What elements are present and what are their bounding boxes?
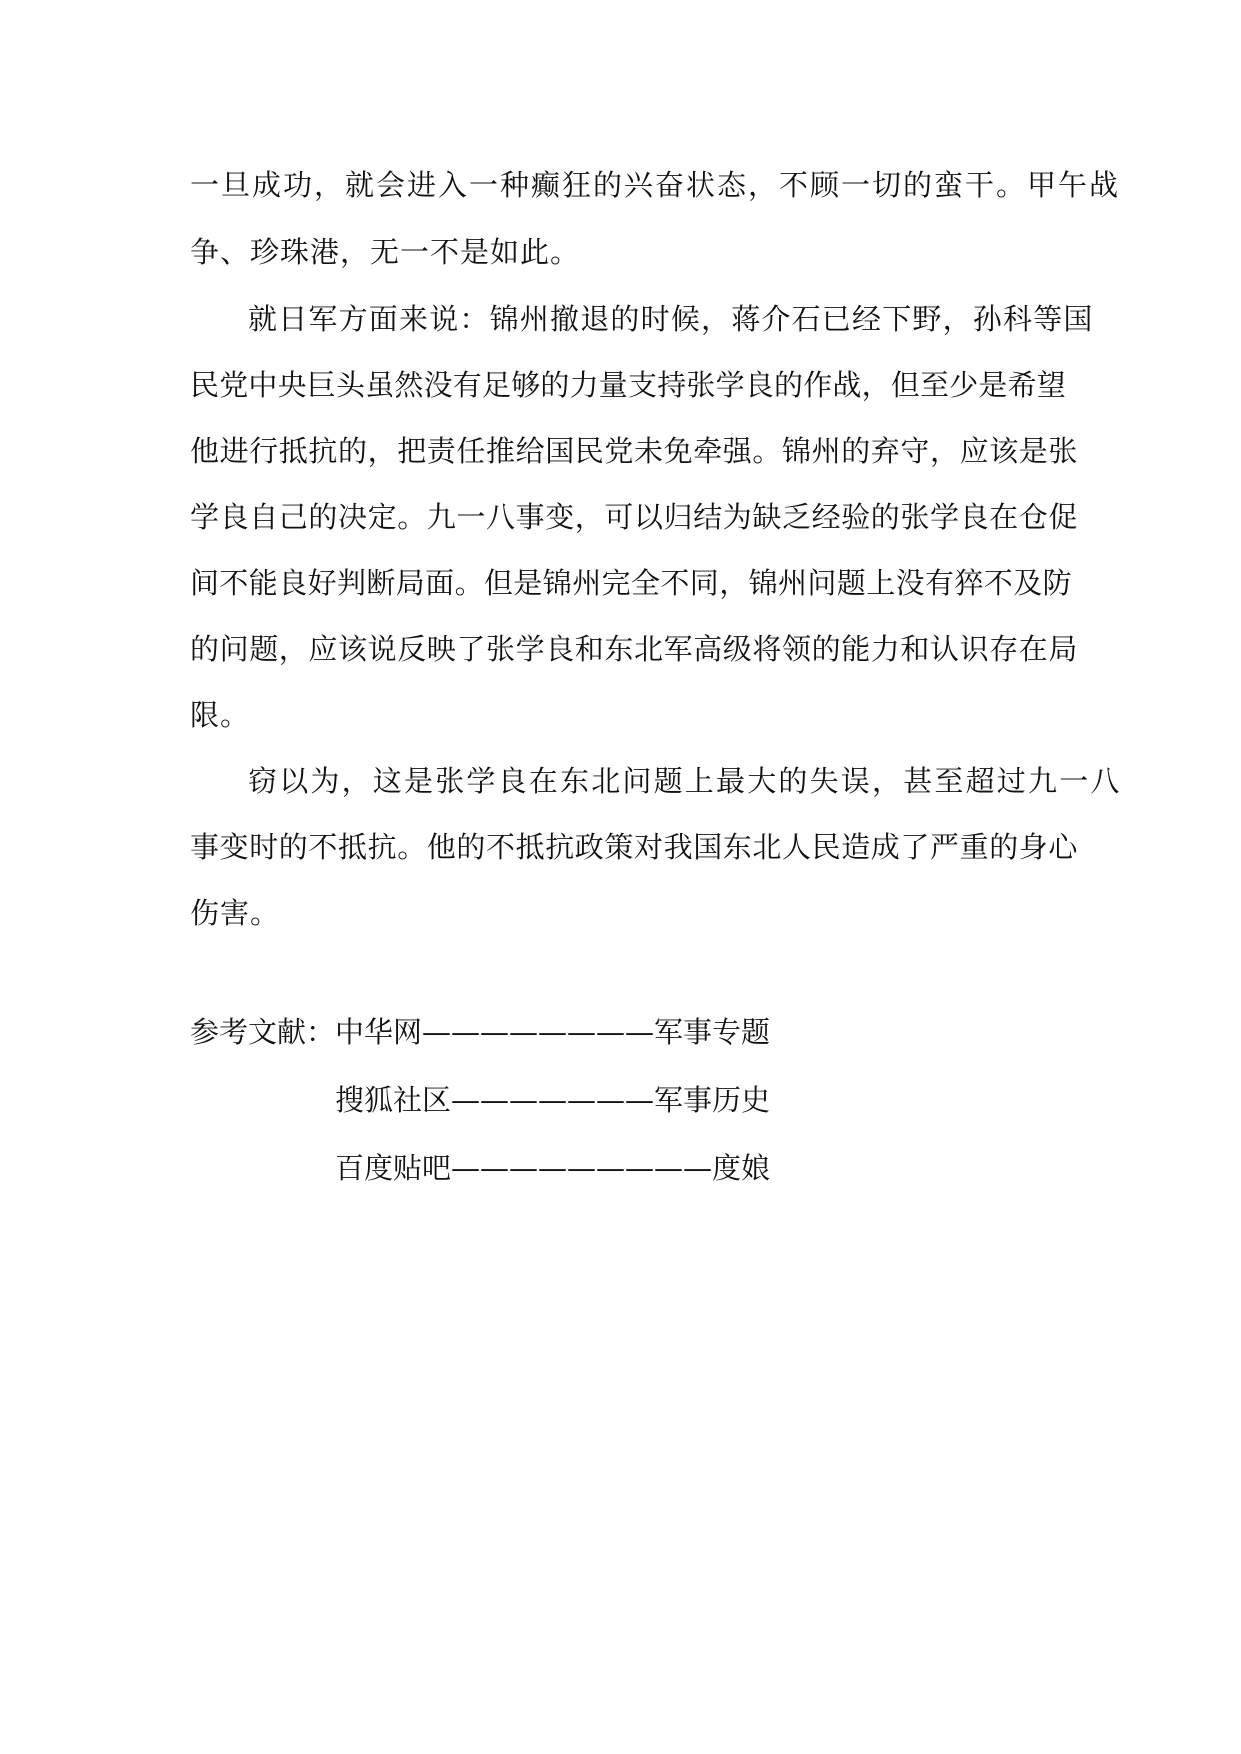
- paragraph-line: 事变时的不抵抗。他的不抵抗政策对我国东北人民造成了严重的身心: [190, 830, 1079, 864]
- paragraph-line: 民党中央巨头虽然没有足够的力量支持张学良的作战，但至少是希望: [190, 368, 1067, 402]
- reference-item: 中华网————————军事专题: [335, 1015, 771, 1049]
- paragraph-line: 一旦成功，就会进入一种癫狂的兴奋状态，不顾一切的蛮干。甲午战: [190, 168, 1121, 202]
- paragraph-line: 的问题，应该说反映了张学良和东北军高级将领的能力和认识存在局: [190, 632, 1079, 666]
- paragraph-line: 间不能良好判断局面。但是锦州完全不同，锦州问题上没有猝不及防: [190, 566, 1073, 600]
- paragraph-line: 争、珍珠港，无一不是如此。: [190, 235, 581, 269]
- paragraph-line: 窃以为，这是张学良在东北问题上最大的失误，甚至超过九一八: [248, 764, 1122, 798]
- paragraph-line: 限。: [190, 698, 251, 732]
- paragraph-line: 就日军方面来说：锦州撤退的时候，蒋介石已经下野，孙科等国: [248, 302, 1094, 336]
- references-label: 参考文献：: [190, 1015, 336, 1049]
- paragraph-line: 他进行抵抗的，把责任推给国民党未免牵强。锦州的弃守，应该是张: [190, 434, 1079, 468]
- paragraph-line: 伤害。: [190, 896, 281, 930]
- paragraph-line: 学良自己的决定。九一八事变，可以归结为缺乏经验的张学良在仓促: [190, 500, 1079, 534]
- reference-item: 百度贴吧—————————度娘: [335, 1151, 771, 1185]
- reference-item: 搜狐社区———————军事历史: [335, 1083, 771, 1117]
